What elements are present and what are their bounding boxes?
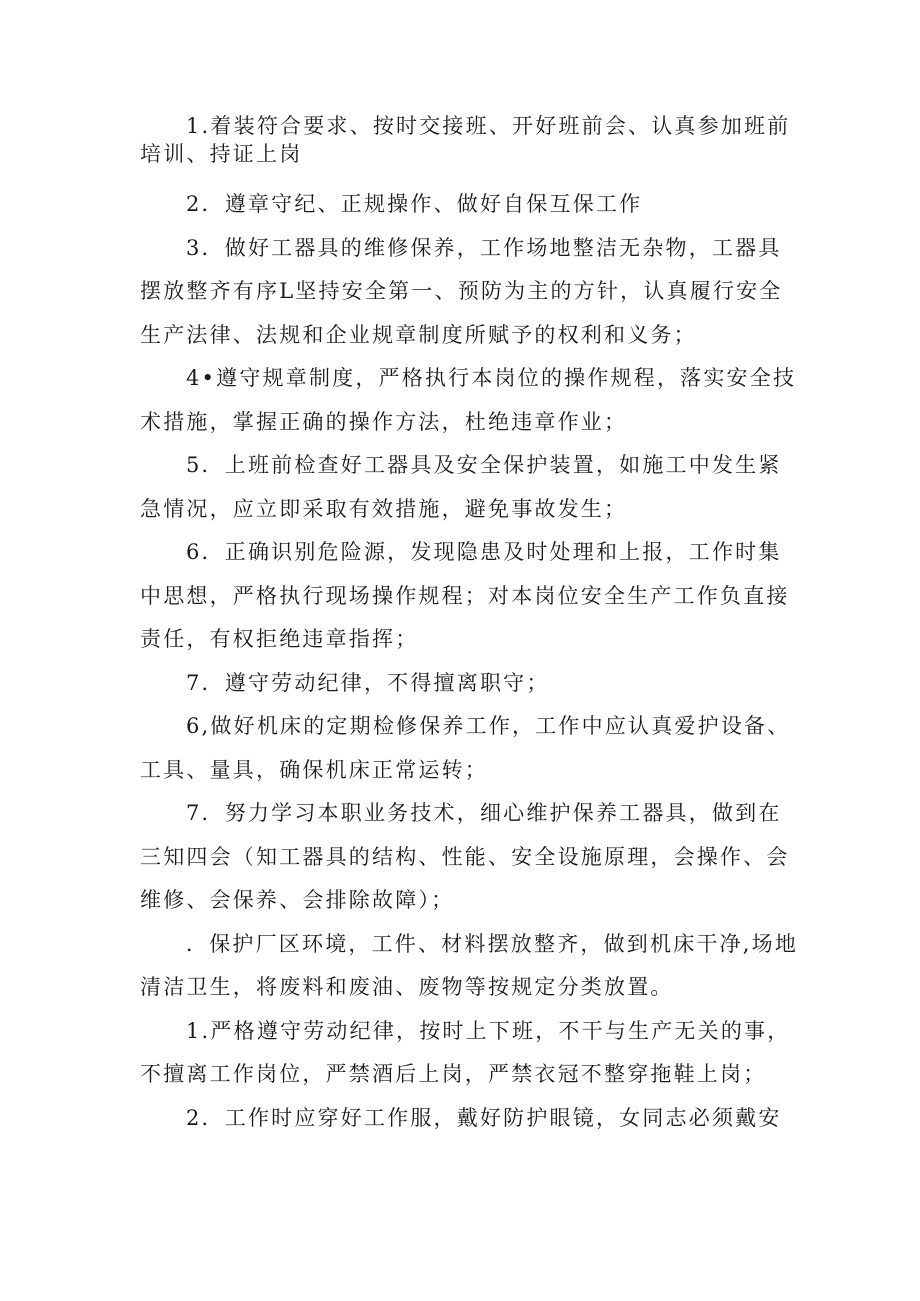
paragraph-8: 6,做好机床的定期检修保养工作，工作中应认真爱护设备、工具、量具，确保机床正常运转；: [140, 714, 791, 782]
paragraph-10: ．保护厂区环境，工件、材料摆放整齐，做到机床干净,场地清洁卫生，将废料和废油、废物等按规定分类放置。: [140, 931, 799, 999]
paragraph-5: 5．上班前检查好工器具及安全保护装置，如施工中发生紧急情况，应立即采取有效措施，避免事故发生；: [140, 453, 782, 521]
paragraph-1: 1.着装符合要求、按时交接班、开好班前会、认真参加班前培训、持证上岗: [140, 114, 791, 166]
paragraph-7: 7．遵守劳动纪律，不得擅离职守；: [186, 670, 550, 695]
paragraph-9: 7．努力学习本职业务技术，细心维护保养工器具，做到在三知四会（知工器具的结构、性能、安全设施原理，会操作、会维修、会保养、会排除故障）；: [140, 801, 790, 912]
paragraph-11: 1.严格遵守劳动纪律，按时上下班，不干与生产无关的事，不擅离工作岗位，严禁酒后上岗，严禁衣冠不整穿拖鞋上岗；: [140, 1018, 791, 1086]
paragraph-2: 2．遵章守纪、正规操作、做好自保互保工作: [186, 192, 643, 216]
paragraph-3: 3．做好工器具的维修保养，工作场地整洁无杂物，工器具摆放整齐有序L坚持安全第一、预防为主的方针，认真履行安全生产法律、法规和企业规章制度所赋予的权利和义务；: [140, 235, 783, 347]
paragraph-4: 4•遵守规章制度，严格执行本岗位的操作规程，落实安全技术措施，掌握正确的操作方法，杜绝违章作业；: [140, 366, 797, 434]
paragraph-12: 2．工作时应穿好工作服，戴好防护眼镜，女同志必须戴安: [186, 1105, 782, 1130]
document-body: [140, 112, 800, 1140]
paragraph-6: 6．正确识别危险源，发现隐患及时处理和上报，工作时集中思想，严格执行现场操作规程；对本岗位安全生产工作负直接责任，有权拒绝违章指挥；: [140, 540, 790, 651]
